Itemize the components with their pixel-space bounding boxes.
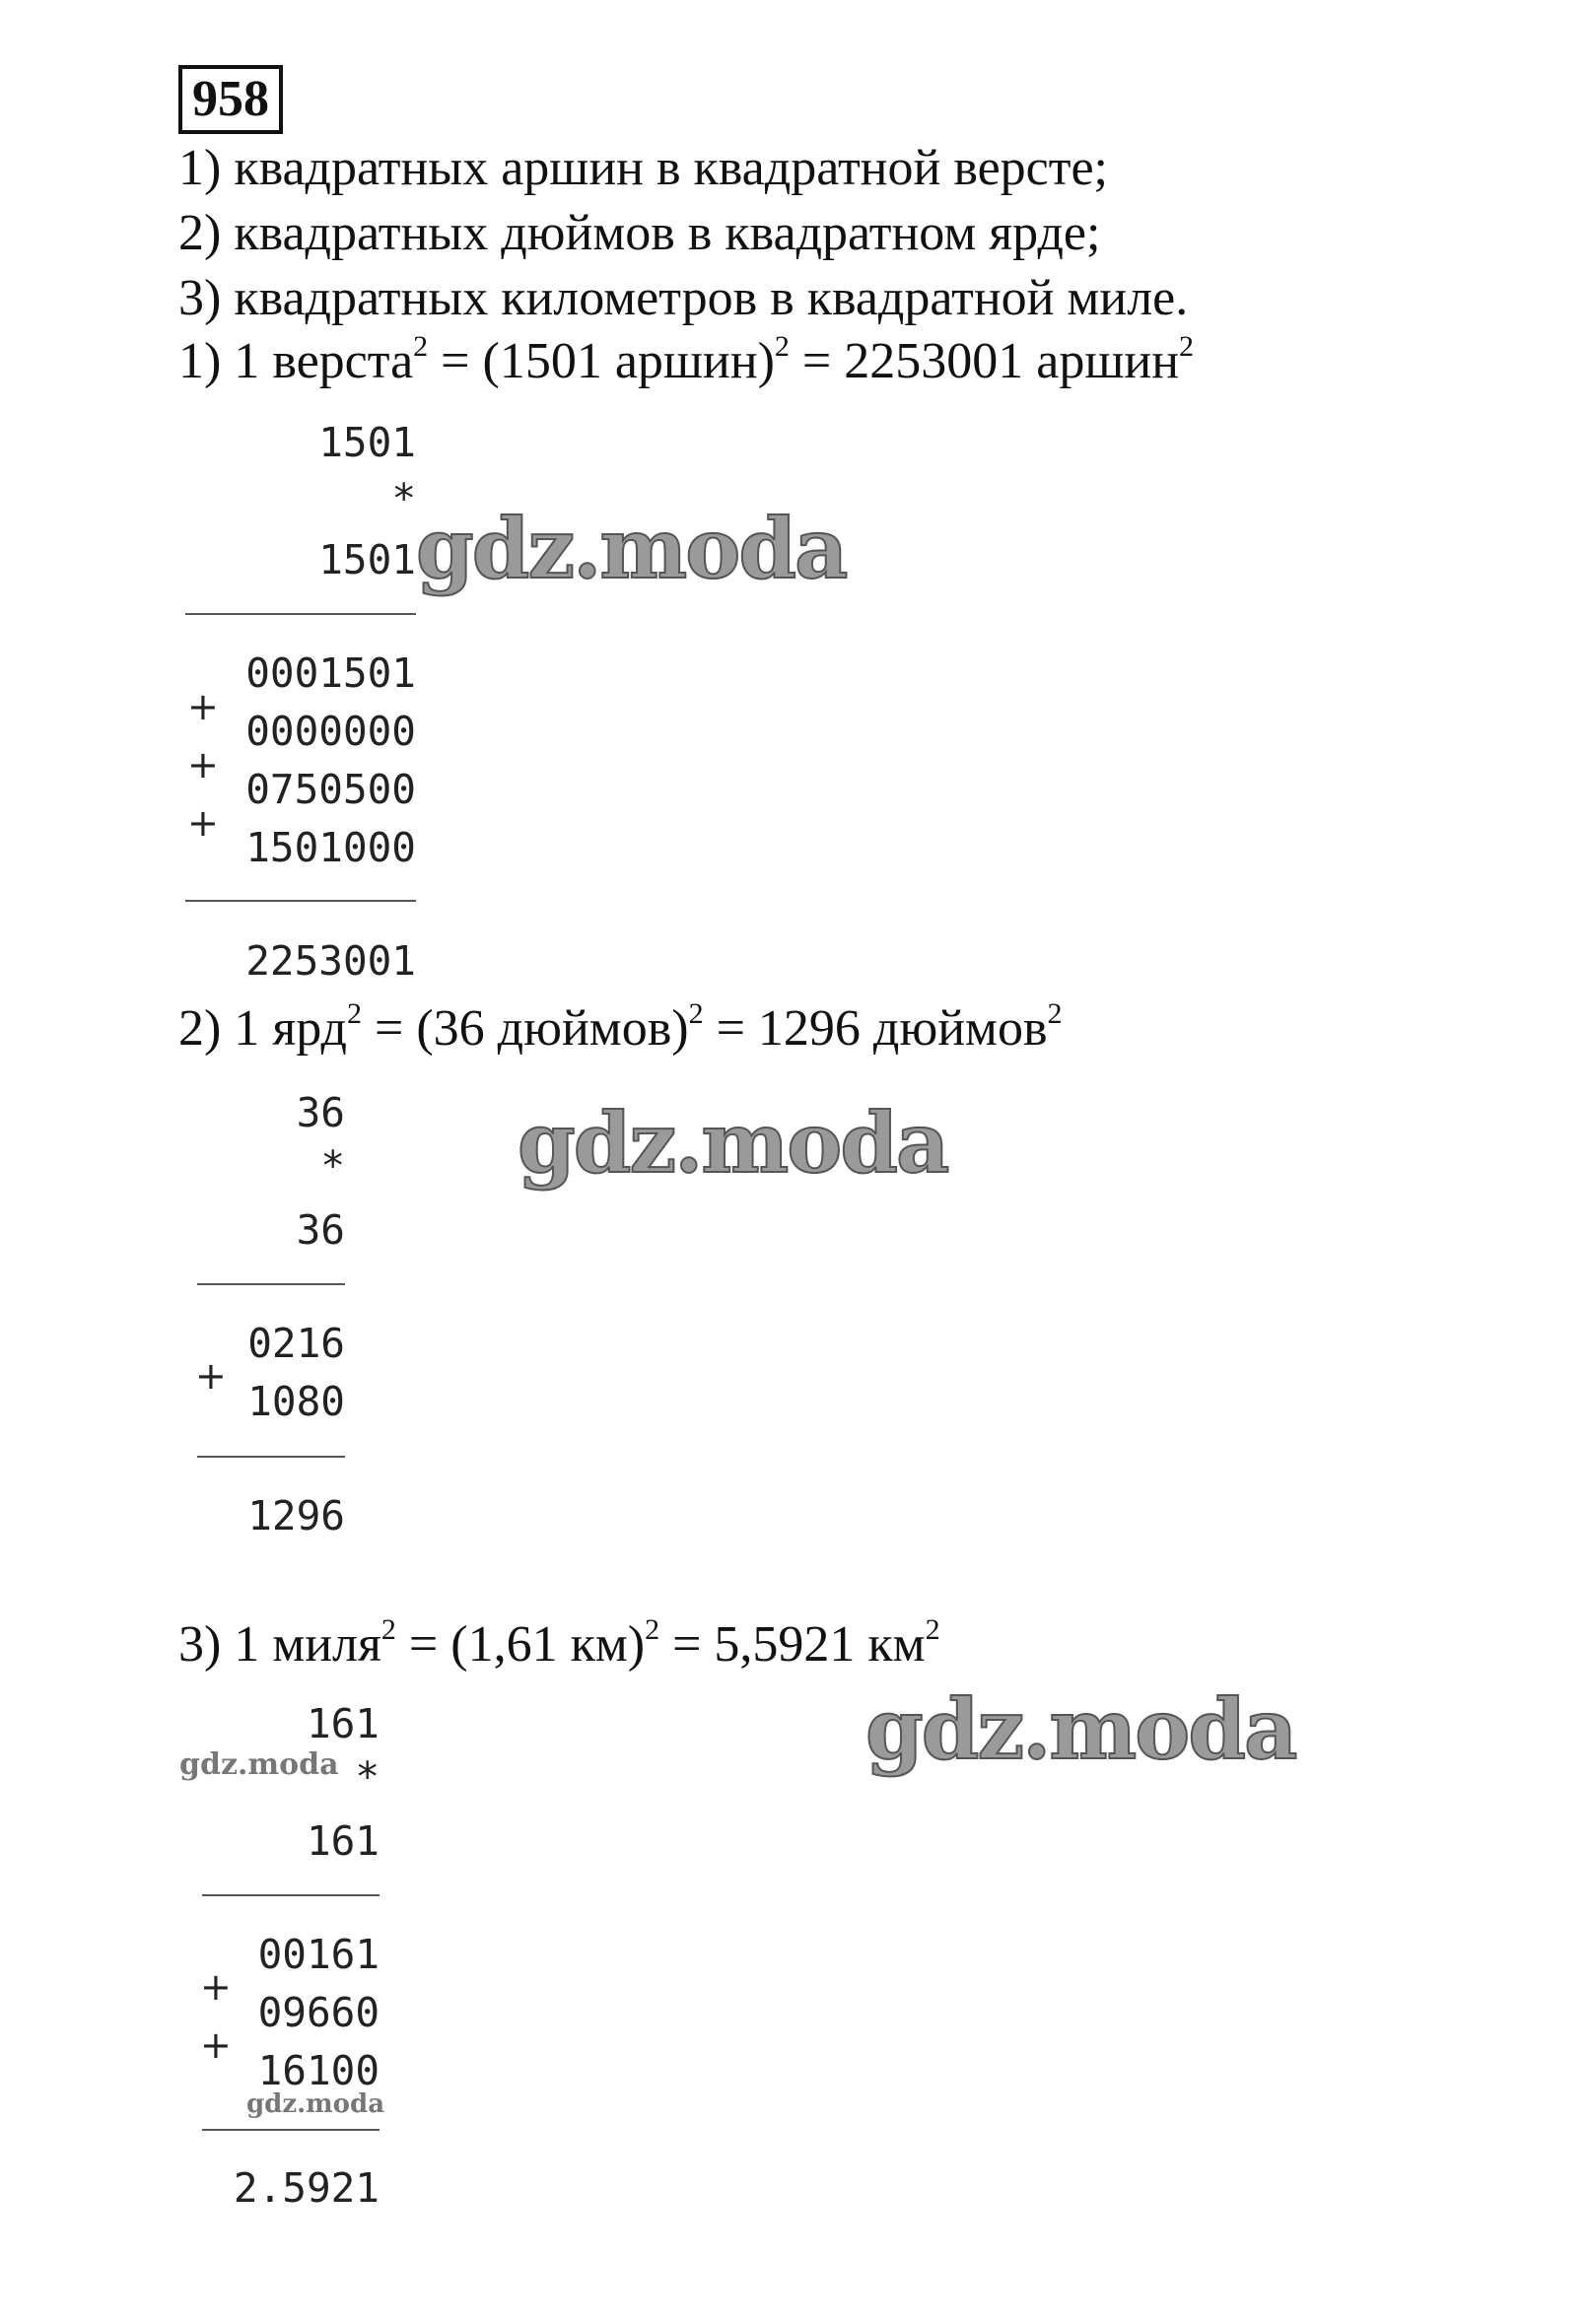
part1-plus-1: +: [187, 685, 219, 728]
part2-operand-2: 36: [296, 1206, 345, 1254]
part1-partial-3: 0750500: [245, 766, 416, 813]
problem-number: 958: [178, 65, 283, 134]
part3-plus-1: +: [200, 1965, 232, 2009]
part2-equation: 2) 1 ярд$^2$ = (36 дюймов)$^2$ = 1296 дюймов$^2$: [178, 997, 1063, 1057]
part1-multiply-sign: *: [391, 475, 416, 522]
part1-plus-2: +: [187, 743, 219, 786]
part2-rule-2: [197, 1456, 345, 1458]
part1-operand-1: 1501: [318, 419, 416, 466]
part3-result: 2.5921: [233, 2164, 380, 2212]
part1-partial-1: 0001501: [245, 649, 416, 697]
part2-plus-1: +: [195, 1354, 227, 1398]
part2-partial-2: 1080: [247, 1378, 345, 1425]
part1-equation: 1) 1 верста$^2$ = (1501 аршин)$^2$ = 2253001 аршин$^2$: [178, 330, 1195, 389]
watermark-3: gdz.moda: [865, 1680, 1296, 1778]
part2-operand-1: 36: [296, 1089, 345, 1136]
part3-plus-2: +: [200, 2023, 232, 2067]
part3-partial-2: 09660: [257, 1989, 380, 2036]
part1-partial-4: 1501000: [245, 824, 416, 871]
part2-partial-1: 0216: [247, 1320, 345, 1367]
part3-partial-1: 00161: [257, 1931, 380, 1978]
part2-result: 1296: [247, 1492, 345, 1539]
part1-rule-1: [185, 613, 416, 615]
part1-partial-2: 0000000: [245, 708, 416, 755]
part3-rule-2: [202, 2129, 380, 2131]
part1-result: 2253001: [245, 937, 416, 985]
watermark-1: gdz.moda: [416, 500, 847, 597]
part3-equation: 3) 1 миля$^2$ = (1,61 км)$^2$ = 5,5921 $км^2$: [178, 1613, 940, 1673]
question-3: 3) квадратных километров в квадратной миле.: [178, 270, 1189, 326]
watermark-small-1: gdz.moda: [179, 1747, 339, 1782]
part3-partial-3: 16100: [257, 2047, 380, 2094]
part2-multiply-sign: *: [320, 1142, 345, 1190]
part3-operand-1: 161: [306, 1700, 380, 1747]
part3-rule-1: [202, 1894, 380, 1896]
part1-plus-3: +: [187, 801, 219, 845]
question-2: 2) квадратных дюймов в квадратном ярде;: [178, 205, 1101, 261]
part3-operand-2: 161: [306, 1817, 380, 1865]
question-1: 1) квадратных аршин в квадратной версте;: [178, 140, 1108, 196]
watermark-2: gdz.moda: [518, 1094, 948, 1192]
watermark-small-2: gdz.moda: [246, 2089, 385, 2119]
part3-multiply-sign: *: [355, 1753, 380, 1801]
part1-rule-2: [185, 900, 416, 902]
part1-operand-2: 1501: [318, 536, 416, 583]
part2-rule-1: [197, 1283, 345, 1285]
